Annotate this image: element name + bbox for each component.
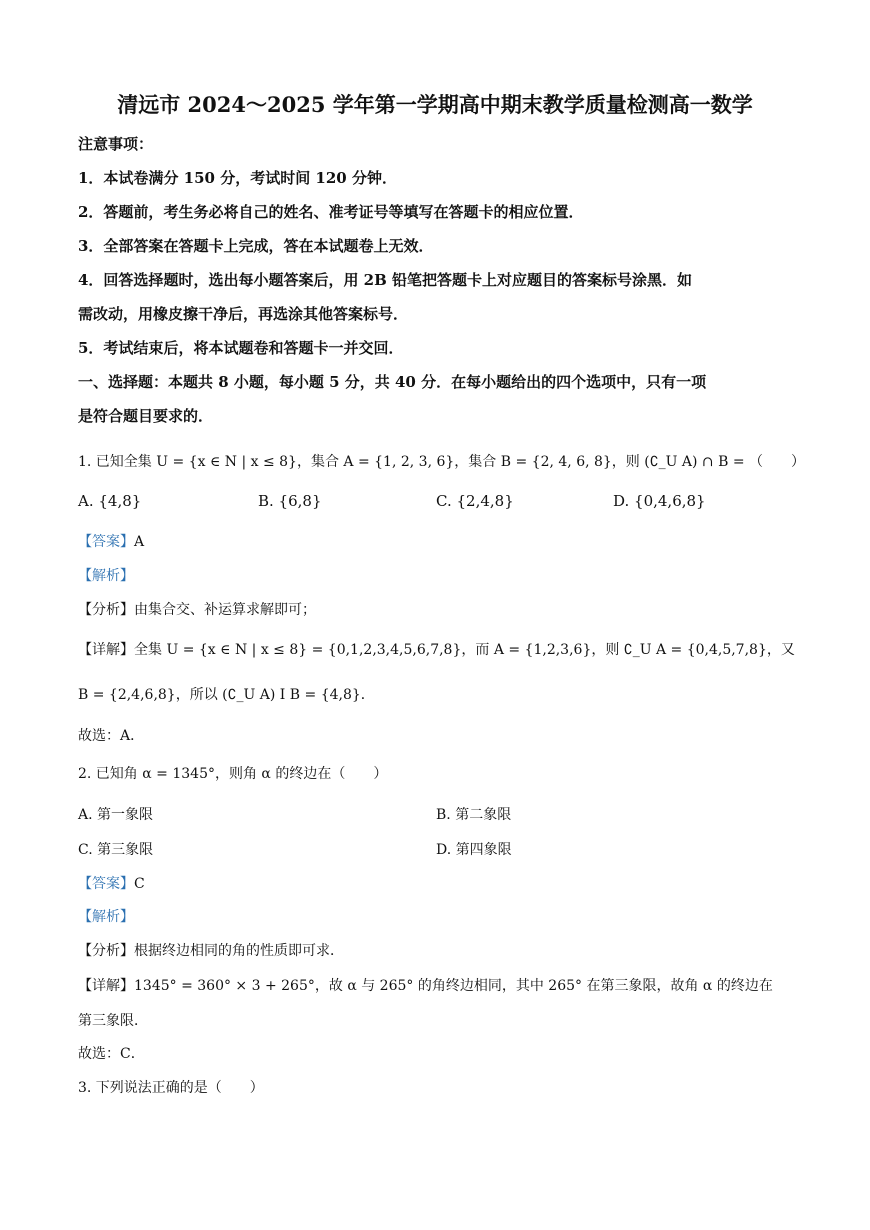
q1-answer-tag: 【答案】	[78, 534, 134, 550]
notice-item-4-cont: 需改动，用橡皮擦干净后，再选涂其他答案标号．	[78, 305, 409, 323]
q2-detail1: 1345° = 360° × 3 + 265°，故 α 与 265° 的角终边相同，其中 265° 在第三象限，故角 α 的终边在	[134, 978, 773, 994]
section1-line1: 一、选择题：本题共 8 小题，每小题 5 分，共 40 分．在每小题给出的四个选项中，只有一项	[78, 373, 707, 391]
q2-answer: C	[134, 876, 145, 892]
q1-fenxi: 由集合交、补运算求解即可；	[134, 602, 316, 618]
q1-answer-line	[78, 531, 144, 553]
q2-choice: 故选：C．	[78, 1046, 145, 1062]
q2-answer-line	[78, 873, 145, 895]
q2-fenxi-line	[78, 940, 344, 962]
q1-choice: 故选：A．	[78, 728, 145, 744]
q1-analysis-tag: 【解析】	[78, 568, 134, 584]
q1-fenxi-line	[78, 599, 316, 621]
q2-option-c: C. 第三象限	[78, 842, 154, 858]
q2-option-a: A. 第一象限	[78, 807, 154, 823]
q1-option-a: A. {4,8}	[78, 492, 142, 510]
q2-analysis-tag: 【解析】	[78, 909, 134, 925]
q1-detail-tag: 【详解】	[78, 642, 134, 658]
q3-stem: 3. 下列说法正确的是（ ）	[78, 1080, 264, 1096]
notice-item-4: 4．回答选择题时，选出每小题答案后，用 2B 铅笔把答题卡上对应题目的答案标号涂黑．如	[78, 271, 693, 289]
notice-item-5: 5．考试结束后，将本试题卷和答题卡一并交回．	[78, 339, 404, 357]
notice-heading: 注意事项：	[78, 135, 154, 153]
q2-detail-line1	[78, 975, 773, 997]
q2-answer-tag: 【答案】	[78, 876, 134, 892]
q2-detail-tag: 【详解】	[78, 978, 134, 994]
page-title: 清远市 2024～2025 学年第一学期高中期末教学质量检测高一数学	[117, 92, 753, 117]
q1-detail-line1	[78, 639, 795, 661]
notice-item-2: 2．答题前，考生务必将自己的姓名、准考证号等填写在答题卡的相应位置．	[78, 203, 584, 221]
q1-detail1: 全集 U = {x ∈ N | x ≤ 8} = {0,1,2,3,4,5,6,7,8}，而 A = {1,2,3,6}，则 ∁_U A = {0,4,5,7,8}，又	[134, 642, 795, 658]
q2-fenxi-tag: 【分析】	[78, 943, 134, 959]
notice-item-1: 1．本试卷满分 150 分，考试时间 120 分钟．	[78, 169, 397, 187]
section1-line2: 是符合题目要求的．	[78, 407, 214, 425]
q1-answer: A	[134, 534, 145, 550]
q1-detail-line2: B = {2,4,6,8}，所以 (∁_U A) Ⅰ B = {4,8}．	[78, 687, 375, 703]
q2-detail-line2: 第三象限．	[78, 1013, 148, 1029]
q1-option-d: D. {0,4,6,8}	[613, 492, 706, 510]
notice-item-3: 3．全部答案在答题卡上完成，答在本试题卷上无效．	[78, 237, 434, 255]
q1-fenxi-tag: 【分析】	[78, 602, 134, 618]
q1-option-b: B. {6,8}	[258, 492, 322, 510]
q1-stem: 1. 已知全集 U = {x ∈ N | x ≤ 8}，集合 A = {1, 2, 3, 6}，集合 B = {2, 4, 6, 8}，则 (∁_U A) ∩ B = （ ）	[78, 454, 806, 470]
q2-option-d: D. 第四象限	[436, 842, 512, 858]
q1-option-c: C. {2,4,8}	[436, 492, 514, 510]
q2-fenxi: 根据终边相同的角的性质即可求．	[134, 943, 344, 959]
q2-option-b: B. 第二象限	[436, 807, 512, 823]
q2-stem: 2. 已知角 α = 1345°，则角 α 的终边在（ ）	[78, 766, 388, 782]
